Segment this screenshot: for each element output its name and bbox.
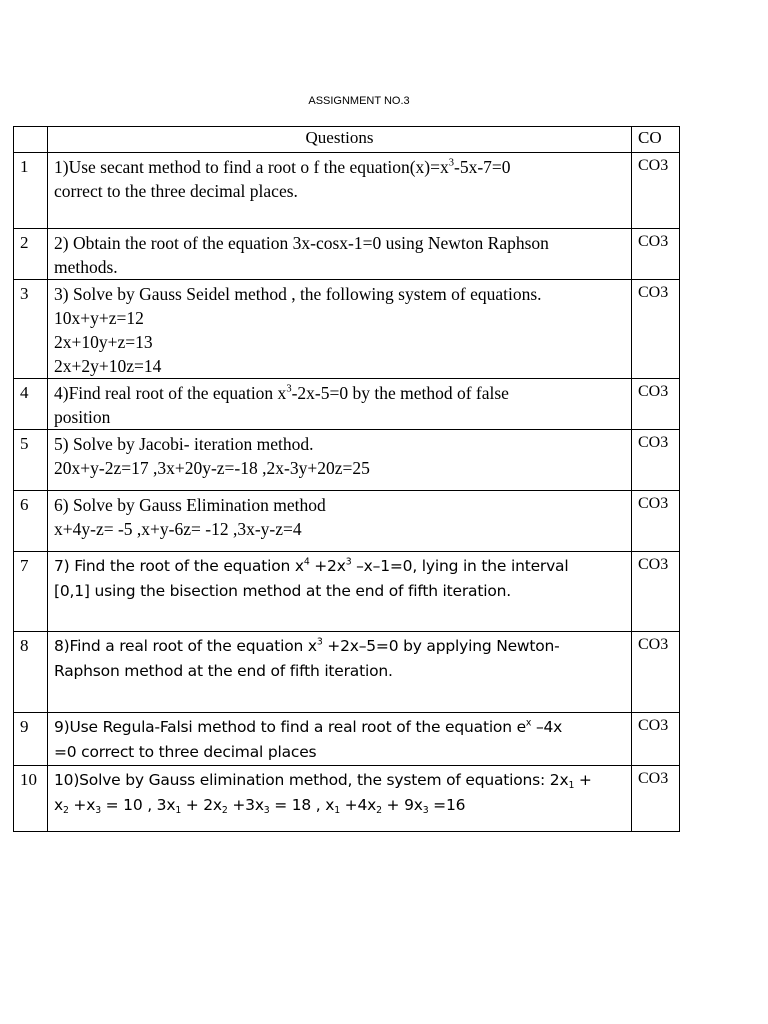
question-text: 8)Find a real root of the equation $x^3 +2x-5=0$ by applying Newton- Raphson method at the end of fifth iteration. <box>48 632 632 713</box>
table-row <box>14 229 680 280</box>
co-label: CO3 <box>632 280 680 379</box>
row-number: 7 <box>14 552 48 632</box>
table-row <box>14 280 680 379</box>
table-row <box>14 379 680 430</box>
header-questions: Questions <box>48 127 632 153</box>
question-text: 3) Solve by Gauss Seidel method , the following system of equations. 10x+y+z=12 2x+10y+z=13 2x+2y+10z=14 <box>48 280 632 379</box>
question-text: 7) Find the root of the equation $x^4 +2x^3$ –x–1=0, lying in the interval [0,1] using the bisection method at the end of fifth iteration. <box>48 552 632 632</box>
co-label: CO3 <box>632 379 680 430</box>
co-label: CO3 <box>632 153 680 229</box>
row-number: 1 <box>14 153 48 229</box>
header-number <box>14 127 48 153</box>
question-text: 6) Solve by Gauss Elimination method x+4y-z= -5 ,x+y-6z= -12 ,3x-y-z=4 <box>48 491 632 552</box>
table-row <box>14 153 680 229</box>
question-text: 2) Obtain the root of the equation 3x-cosx-1=0 using Newton Raphson methods. <box>48 229 632 280</box>
table-row <box>14 491 680 552</box>
table-row <box>14 713 680 766</box>
table-header-row <box>14 127 680 153</box>
question-text: 5) Solve by Jacobi- iteration method. 20x+y-2z=17 ,3x+20y-z=-18 ,2x-3y+20z=25 <box>48 430 632 491</box>
row-number: 6 <box>14 491 48 552</box>
question-text: 10)Solve by Gauss elimination method, the system of equations: $2x_1$ + $x_2 +x_3 = 10$ , $3x_1 + 2x_2 +3x_3 = 18$ , $x_1 +4x_2 + 9x_3 =16$ <box>48 766 632 832</box>
co-label: CO3 <box>632 766 680 832</box>
co-label: CO3 <box>632 552 680 632</box>
question-text: 1)Use secant method to find a root o f the $equation(x)=x^3-5x-7=0$ correct to the three decimal places. <box>48 153 632 229</box>
questions-table <box>13 126 680 832</box>
co-label: CO3 <box>632 713 680 766</box>
co-label: CO3 <box>632 229 680 280</box>
table-row <box>14 552 680 632</box>
row-number: 3 <box>14 280 48 379</box>
row-number: 10 <box>14 766 48 832</box>
co-label: CO3 <box>632 491 680 552</box>
row-number: 9 <box>14 713 48 766</box>
table-row <box>14 766 680 832</box>
row-number: 4 <box>14 379 48 430</box>
header-co: CO <box>632 127 680 153</box>
row-number: 8 <box>14 632 48 713</box>
co-label: CO3 <box>632 430 680 491</box>
row-number: 2 <box>14 229 48 280</box>
row-number: 5 <box>14 430 48 491</box>
co-label: CO3 <box>632 632 680 713</box>
table-row <box>14 430 680 491</box>
question-text: 9)Use Regula-Falsi method to find a real root of the equation $e^x$ –4x =0 correct to three decimal places <box>48 713 632 766</box>
question-text: 4)Find real root of the equation $x^3-2x-5=0$ by the method of false position <box>48 379 632 430</box>
table-row <box>14 632 680 713</box>
assignment-title: ASSIGNMENT NO.3 <box>308 95 410 107</box>
